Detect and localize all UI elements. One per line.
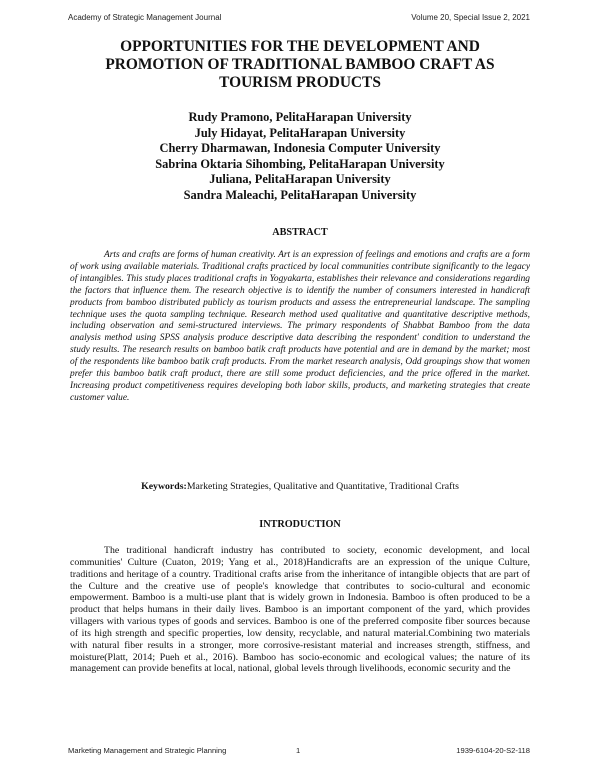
author: Rudy Pramono, PelitaHarapan University [188,110,412,124]
keywords-text: Marketing Strategies, Qualitative and Quantitative, Traditional Crafts [186,481,459,492]
author: July Hidayat, PelitaHarapan University [194,125,406,140]
title-line: OPPORTUNITIES FOR THE DEVELOPMENT AND [120,38,480,55]
introduction-text: The traditional handicraft industry has contributed to society, economic development, and local communities' Culture (Cuaton, 2019; Yang et al., 2018)Handicrafts are an expression of the unique Culture, traditions and heritage of a country. Traditional crafts arise from the inheritance of intangible objects that are part of the Culture and the creative use of people's knowledge that contributes to socio-cultural and economic empowerment. Bamboo is a multi-use plant that is widely grown in Indonesia. Bamboo is often produced to be a product that helps humans in their daily lives. Bamboo is an important component of the yard, which provides villagers with various types of goods and services. Bamboo is one of the preferred composite fiber sources because of its high strength and specific properties, low density, recyclable, and natural material.Combining two materials with natural fiber results in a stronger, more corrosive-resistant material and increases strength, stiffness, and moisture(Platt, 2014; Pueh et al., 2016). Bamboo has socio-economic and ecological values; the nature of its management can provide benefits at local, national, global levels through livelihoods, economic security and the [70,545,530,675]
introduction-heading: INTRODUCTION [259,519,341,530]
title-line: TOURISM PRODUCTS [219,74,381,91]
footer-journal-section: Marketing Management and Strategic Planning [68,746,227,755]
keywords-label: Keywords: [141,481,187,492]
journal-name: Academy of Strategic Management Journal [68,13,222,22]
article-code: 1939-6104-20-S2-118 [456,746,530,755]
volume-info: Volume 20, Special Issue 2, 2021 [411,13,530,22]
author: Cherry Dharmawan, Indonesia Computer University [159,141,441,155]
abstract-heading: ABSTRACT [272,227,328,238]
keywords [70,481,530,492]
page-number: 1 [296,746,301,755]
author: Sabrina Oktaria Sihombing, PelitaHarapan University [155,156,445,171]
author: Sandra Maleachi, PelitaHarapan University [183,187,417,202]
author-list [60,110,540,203]
author: Juliana, PelitaHarapan University [209,172,391,186]
title-line: PROMOTION OF TRADITIONAL BAMBOO CRAFT AS [105,56,495,73]
abstract-text: Arts and crafts are forms of human creativity. Art is an expression of feelings and emotions and crafts are a form of work using available materials. Traditional crafts practiced by local communities contribute significantly to the legacy of intangibles. This study places traditional crafts in Yogyakarta, establishes their relevance and considerations regarding the factors that influence them. The research objective is to identify the number of consumers interested in handicraft products from bamboo distributed publicly as tourism products and assess the entrepreneurial landscape. The sampling technique uses the quota sampling technique. Research method used qualitative and quantitative descriptive methods, including observation and semi-structured interviews. The primary respondents of Shabbat Bamboo from the data analysis method using SPSS analysis produce descriptive data describing the respondent' condition to understand the study results. The research results on bamboo batik craft products have potential and are in demand by the market; most of the respondents like bamboo batik craft products. From the market research analysis, Odd groupings show that women prefer this bamboo batik craft product, there are still some product deficiencies, and the price offered in the market. Increasing product competitiveness requires developing both labor skills, products, and marketing strategies that create customer value. [70,250,530,403]
paper-title [60,38,540,92]
